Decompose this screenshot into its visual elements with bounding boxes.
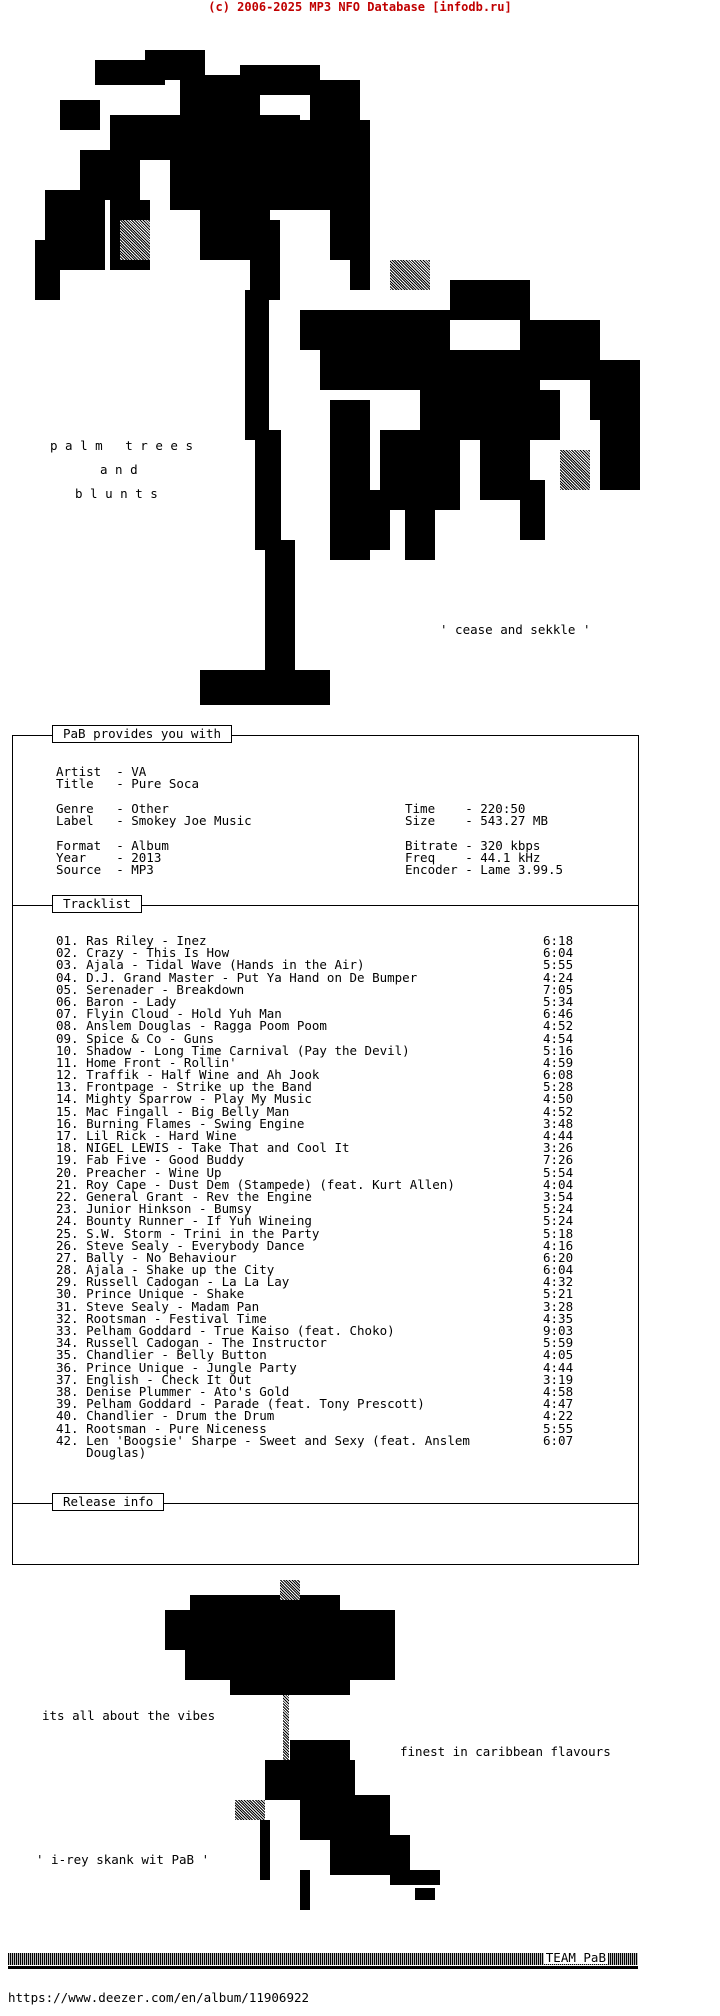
info-artist: Artist - VA [56, 764, 147, 779]
track-title: 21. Roy Cape - Dust Dem (Stampede) (feat. Kurt Allen) [56, 1176, 455, 1192]
track-duration: 5:28 [543, 1079, 574, 1095]
track-title: 25. S.W. Storm - Trini in the Party [56, 1225, 320, 1241]
track-title: 29. Russell Cadogan - La La Lay [56, 1274, 290, 1290]
info-format: Format - Album [56, 838, 169, 853]
track-duration: 5:55 [543, 1420, 574, 1436]
track-duration: 5:34 [543, 993, 574, 1009]
track-title: 39. Pelham Goddard - Parade (feat. Tony Prescott) [56, 1396, 425, 1412]
beach-umbrella-art [0, 1570, 720, 1930]
track-title: 27. Bally - No Behaviour [56, 1249, 237, 1265]
track-duration: 4:44 [543, 1128, 574, 1143]
cease-caption: ' cease and sekkle ' [440, 622, 591, 637]
track-duration: 6:04 [543, 945, 574, 961]
palm-caption-2: a n d [100, 462, 138, 477]
track-duration: 4:24 [543, 969, 574, 985]
track-title: 05. Serenader - Breakdown [56, 981, 245, 997]
track-title: 26. Steve Sealy - Everybody Dance [56, 1237, 305, 1253]
track-title: 31. Steve Sealy - Madam Pan [56, 1298, 260, 1314]
info-year: Year - 2013 [56, 850, 162, 865]
track-duration: 7:05 [543, 981, 574, 997]
track-title: 38. Denise Plummer - Ato's Gold [56, 1383, 290, 1399]
track-title: 33. Pelham Goddard - True Kaiso (feat. Choko) [56, 1323, 395, 1338]
track-duration: 3:28 [543, 1298, 574, 1314]
section-provides-label: PaB provides you with [52, 725, 232, 743]
track-title: 36. Prince Unique - Jungle Party [56, 1359, 297, 1375]
track-title: 07. Flyin Cloud - Hold Yuh Man [56, 1006, 282, 1022]
track-title: 15. Mac Fingall - Big Belly Man [56, 1103, 290, 1119]
track-title: 28. Ajala - Shake up the City [56, 1262, 275, 1278]
palm-tree-art [0, 20, 720, 720]
track-title: 18. NIGEL LEWIS - Take That and Cool It [56, 1140, 350, 1156]
track-duration: 6:18 [543, 933, 574, 948]
track-title: 19. Fab Five - Good Buddy [56, 1152, 245, 1168]
track-duration: 5:18 [543, 1225, 574, 1241]
info-encoder: Encoder - Lame 3.99.5 [405, 862, 564, 877]
track-duration: 5:24 [543, 1213, 574, 1229]
track-duration: 5:16 [543, 1042, 574, 1058]
track-duration: 4:54 [543, 1030, 574, 1046]
track-title: 37. English - Check It Out [56, 1371, 252, 1387]
track-duration: 9:03 [543, 1323, 574, 1338]
track-title: 10. Shadow - Long Time Carnival (Pay the Devil) [56, 1042, 410, 1058]
track-title: 40. Chandlier - Drum the Drum [56, 1408, 275, 1424]
track-title: 34. Russell Cadogan - The Instructor [56, 1335, 327, 1351]
track-title: 02. Crazy - This Is How [56, 945, 230, 961]
flavours-caption: finest in caribbean flavours [400, 1744, 611, 1759]
track-title: 14. Mighty Sparrow - Play My Music [56, 1091, 312, 1107]
track-title: 20. Preacher - Wine Up [56, 1164, 222, 1180]
track-duration: 3:54 [543, 1188, 574, 1204]
track-duration: 4:32 [543, 1274, 574, 1290]
track-duration: 3:19 [543, 1371, 574, 1387]
track-duration: 6:46 [543, 1006, 574, 1022]
track-title: 22. General Grant - Rev the Engine [56, 1188, 312, 1204]
track-title: 01. Ras Riley - Inez [56, 933, 207, 948]
vibes-caption: its all about the vibes [42, 1708, 216, 1723]
track-title: 16. Burning Flames - Swing Engine [56, 1115, 305, 1131]
info-freq: Freq - 44.1 kHz [405, 850, 541, 865]
track-duration: 6:07 [543, 1432, 574, 1448]
track-duration: 5:59 [543, 1335, 574, 1351]
track-duration: 4:44 [543, 1359, 574, 1375]
track-title: 24. Bounty Runner - If Yuh Wineing [56, 1213, 312, 1229]
track-title: 12. Traffik - Half Wine and Ah Jook [56, 1067, 320, 1083]
info-size: Size - 543.27 MB [405, 813, 548, 828]
track-title: 30. Prince Unique - Shake [56, 1286, 245, 1302]
info-title: Title - Pure Soca [56, 776, 199, 791]
track-duration: 5:24 [543, 1201, 574, 1217]
track-duration: 4:58 [543, 1383, 574, 1399]
track-duration: 3:26 [543, 1140, 574, 1156]
track-duration: 4:59 [543, 1054, 574, 1070]
section-tracklist-label: Tracklist [52, 895, 142, 913]
track-title: 11. Home Front - Rollin' [56, 1054, 237, 1070]
info-source: Source - MP3 [56, 862, 154, 877]
team-label: TEAM PaB [545, 1950, 606, 1965]
info-label: Label - Smokey Joe Music [56, 813, 252, 828]
track-duration: 7:26 [543, 1152, 574, 1168]
track-duration: 4:22 [543, 1408, 574, 1424]
palm-caption-3: b l u n t s [75, 486, 158, 501]
track-title: 09. Spice & Co - Guns [56, 1030, 215, 1046]
track-duration: 4:35 [543, 1310, 574, 1326]
track-title: 35. Chandlier - Belly Button [56, 1347, 267, 1363]
track-title: 06. Baron - Lady [56, 993, 177, 1009]
track-title: 17. Lil Rick - Hard Wine [56, 1128, 237, 1143]
track-duration: 6:20 [543, 1249, 574, 1265]
info-time: Time - 220:50 [405, 801, 526, 816]
track-duration: 4:52 [543, 1103, 574, 1119]
track-duration: 4:50 [543, 1091, 574, 1107]
track-duration: 4:05 [543, 1347, 574, 1363]
track-title: 23. Junior Hinkson - Bumsy [56, 1201, 252, 1217]
track-title: 04. D.J. Grand Master - Put Ya Hand on De Bumper [56, 969, 418, 985]
footer-rule [8, 1966, 638, 1969]
track-duration: 4:16 [543, 1237, 574, 1253]
track-title: 41. Rootsman - Pure Niceness [56, 1420, 267, 1436]
track-title: 03. Ajala - Tidal Wave (Hands in the Air) [56, 957, 365, 973]
palm-caption-1: p a l m t r e e s [50, 438, 193, 453]
tracklist [56, 935, 586, 1459]
track-title: Douglas) [56, 1444, 147, 1460]
source-url[interactable]: https://www.deezer.com/en/album/11906922 [8, 1990, 310, 2005]
footer-bar [8, 1950, 638, 1965]
track-duration: 6:04 [543, 1262, 574, 1278]
track-title: 32. Rootsman - Festival Time [56, 1310, 267, 1326]
track-title: 08. Anslem Douglas - Ragga Poom Poom [56, 1018, 327, 1034]
track-duration: 4:04 [543, 1176, 574, 1192]
track-title: 42. Len 'Boogsie' Sharpe - Sweet and Sexy (feat. Anslem [56, 1432, 470, 1448]
info-bitrate: Bitrate - 320 kbps [405, 838, 541, 853]
track-duration: 3:48 [543, 1115, 574, 1131]
skank-caption: ' i-rey skank wit PaB ' [36, 1852, 210, 1867]
track-title: 13. Frontpage - Strike up the Band [56, 1079, 312, 1095]
track-duration: 4:47 [543, 1396, 574, 1412]
track-duration: 5:55 [543, 957, 574, 973]
track-duration: 4:52 [543, 1018, 574, 1034]
track-duration: 5:21 [543, 1286, 574, 1302]
track-duration: 5:54 [543, 1164, 574, 1180]
track-duration: 6:08 [543, 1067, 574, 1083]
track-row [56, 1444, 586, 1460]
info-genre: Genre - Other [56, 801, 169, 816]
section-release-info-label: Release info [52, 1493, 164, 1511]
site-header: (c) 2006-2025 MP3 NFO Database [infodb.ru] [0, 0, 720, 14]
